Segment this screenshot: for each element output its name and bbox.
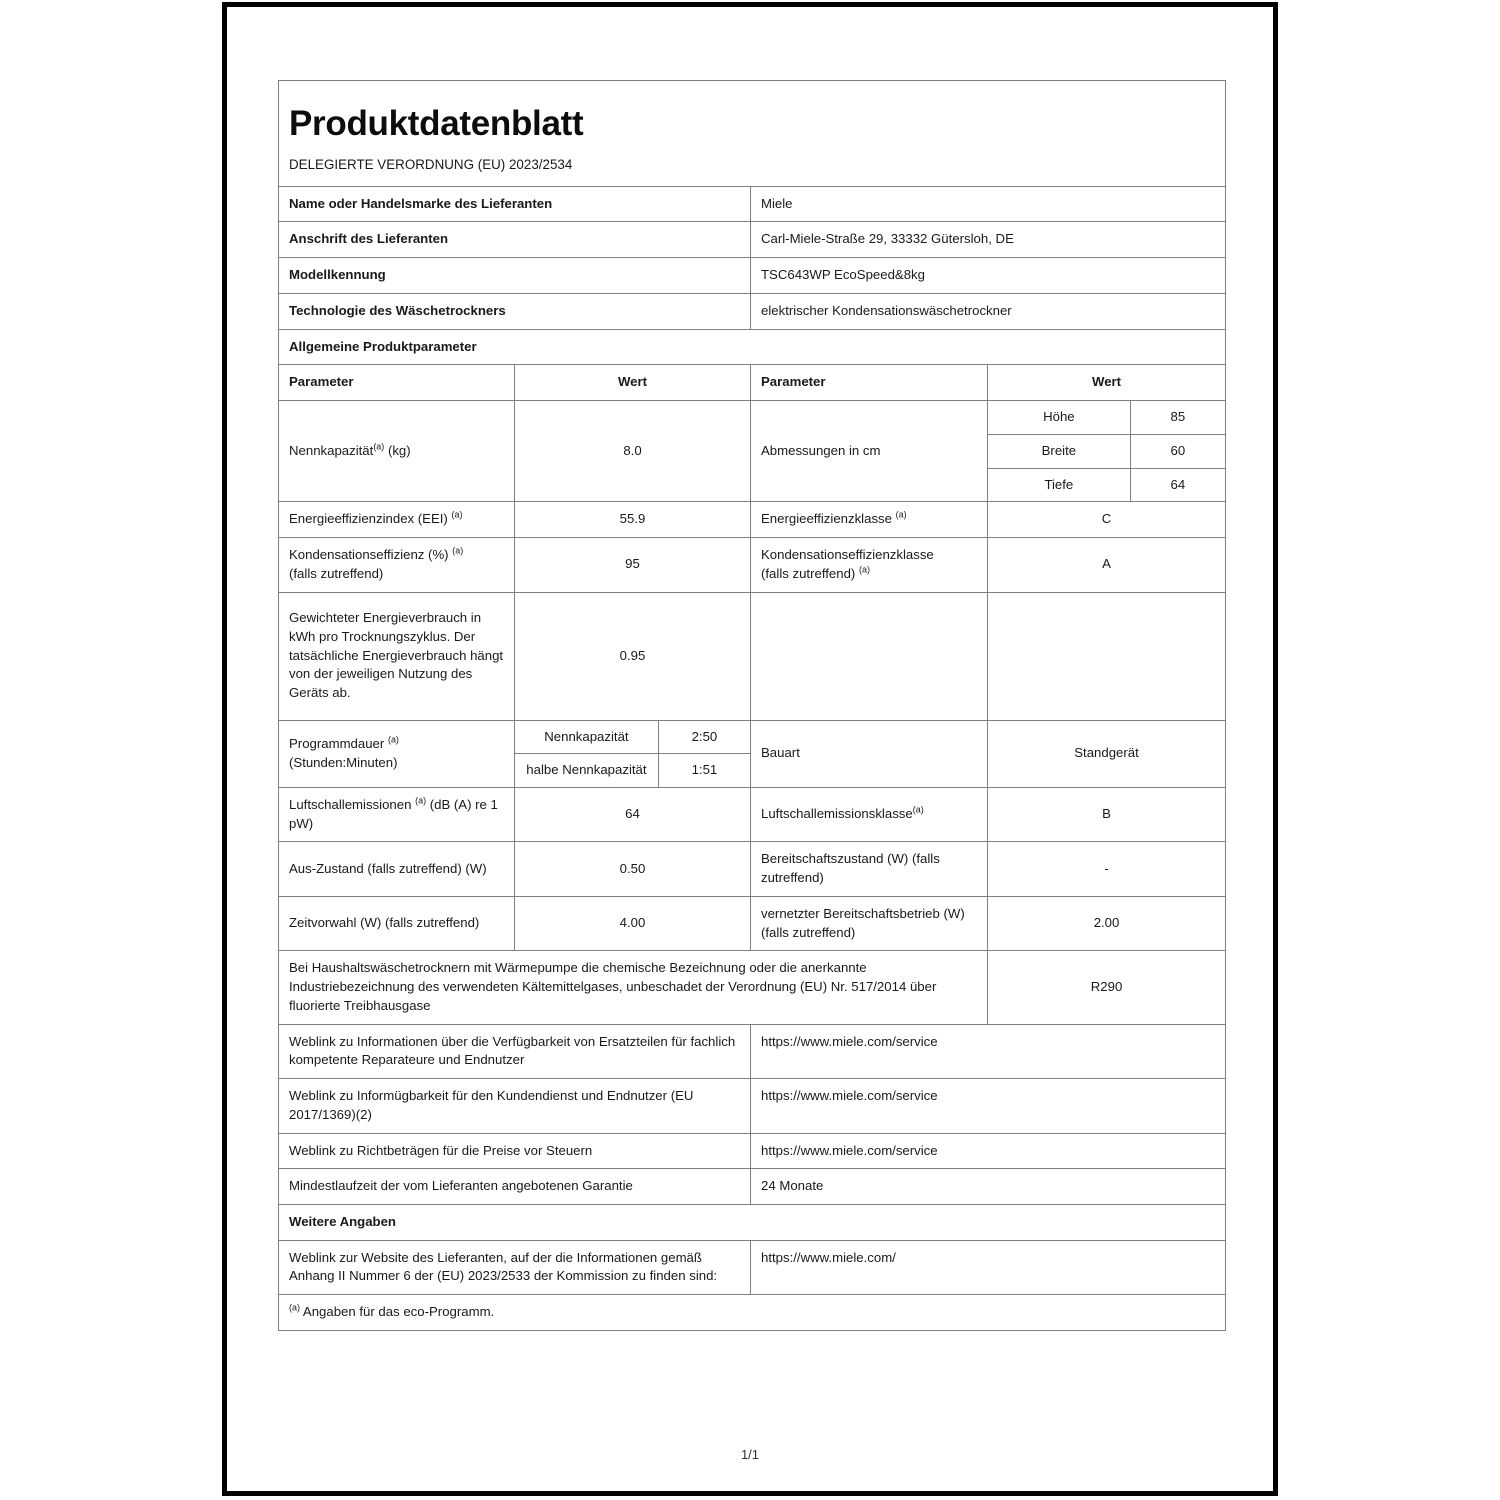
model-row [279, 258, 1226, 294]
refrigerant-row [279, 951, 1226, 1024]
technology-value: elektrischer Kondensationswäschetrockner [751, 293, 1226, 329]
offmode-standby-row [279, 842, 1226, 896]
energy-consumption-empty-value [988, 592, 1226, 720]
energy-consumption-label: Gewichteter Energieverbrauch in kWh pro Trocknungszyklus. Der tatsächliche Energieverbrauch hängt von der jeweiligen Nutzung des Geräts ab. [279, 592, 515, 720]
capacity-dimensions-row [279, 401, 1226, 502]
dimensions-values-cell [988, 401, 1226, 502]
supplier-address-label: Anschrift des Lieferanten [279, 222, 751, 258]
standby-value: - [988, 842, 1226, 896]
eei-label-text: Energieeffizienzindex (EEI) [289, 511, 448, 527]
program-duration-full-name: Nennkapazität [515, 721, 658, 754]
footnote-marker-icon: (a) [451, 509, 463, 520]
noise-label-line1: Luftschallemissionen [289, 797, 412, 812]
delay-start-value: 4.00 [515, 896, 751, 950]
energy-consumption-empty-label [751, 592, 988, 720]
spare-parts-value[interactable]: https://www.miele.com/service [751, 1024, 1226, 1078]
supplier-address-row [279, 222, 1226, 258]
condensation-class-value: A [988, 538, 1226, 592]
program-duration-half-name: halbe Nennkapazität [515, 754, 658, 787]
off-mode-value: 0.50 [515, 842, 751, 896]
footnote-text: Angaben für das eco-Programm. [299, 1304, 495, 1320]
dimension-value-tiefe: 64 [1170, 476, 1186, 492]
dimension-name-tiefe: Tiefe [988, 468, 1130, 501]
delay-start-label: Zeitvorwahl (W) (falls zutreffend) [279, 896, 515, 950]
supplier-name-row [279, 186, 1226, 222]
footnote-marker-icon: (a) [387, 734, 399, 745]
dimension-value-breite: 60 [1130, 434, 1225, 468]
noise-label-line2: (dB (A) re 1 pW) [289, 797, 498, 831]
capacity-value: 8.0 [515, 401, 751, 502]
supplier-website-label: Weblink zur Website des Lieferanten, auf der die Informationen gemäß Anhang II Nummer 6 der (EU) 2023/2533 der Kommission zu finden sind: [279, 1240, 751, 1294]
energy-class-label [751, 502, 988, 538]
header-parameter-2: Parameter [751, 365, 988, 401]
page-footer: 1/1 [740, 1447, 760, 1462]
spare-parts-row [279, 1024, 1226, 1078]
title-row [279, 81, 1226, 153]
further-info-heading-row [279, 1205, 1226, 1241]
eei-value: 55.9 [515, 502, 751, 538]
program-duration-half-value: 1:51 [691, 762, 718, 778]
header-wert-2: Wert [988, 365, 1226, 401]
standby-label: Bereitschaftszustand (W) (falls zutreffend) [751, 842, 988, 896]
off-mode-label: Aus-Zustand (falls zutreffend) (W) [279, 842, 515, 896]
dimension-name-breite: Breite [988, 434, 1130, 468]
condensation-class-label-line1: Kondensationseffizienzklasse [761, 547, 934, 563]
dimension-name-hoehe: Höhe [988, 401, 1130, 434]
customer-service-label: Weblink zu Informügbarkeit für den Kundendienst und Endnutzer (EU 2017/1369)(2) [279, 1079, 751, 1133]
technology-label: Technologie des Wäschetrockners [279, 293, 751, 329]
page-sheet [222, 2, 1278, 1496]
networked-standby-label: vernetzter Bereitschaftsbetrieb (W) (falls zutreffend) [751, 896, 988, 950]
supplier-name-label: Name oder Handelsmarke des Lieferanten [279, 186, 751, 222]
networked-standby-value: 2.00 [988, 896, 1226, 950]
condensation-row [279, 538, 1226, 592]
footnote-marker-icon: (a) [895, 509, 907, 520]
condensation-value: 95 [515, 538, 751, 592]
warranty-value: 24 Monate [751, 1169, 1226, 1205]
condensation-label [279, 538, 515, 592]
capacity-label [279, 401, 515, 502]
energy-consumption-row [279, 592, 1226, 720]
energy-class-value: C [988, 502, 1226, 538]
noise-class-label [751, 788, 988, 842]
footnote-cell [279, 1295, 1226, 1331]
warranty-label: Mindestlaufzeit der vom Lieferanten angebotenen Garantie [279, 1169, 751, 1205]
construction-label: Bauart [751, 720, 988, 787]
model-label: Modellkennung [279, 258, 751, 294]
program-duration-subtable [515, 721, 750, 787]
dimensions-subtable [988, 401, 1225, 501]
condensation-class-label [751, 538, 988, 592]
supplier-name-value: Miele [751, 186, 1226, 222]
datasheet-table [278, 80, 1226, 1331]
supplier-website-row [279, 1240, 1226, 1294]
noise-value: 64 [515, 788, 751, 842]
regulation-cell: DELEGIERTE VERORDNUNG (EU) 2023/2534 [279, 153, 1226, 187]
customer-service-row [279, 1079, 1226, 1133]
title-cell [279, 81, 1226, 153]
noise-row [279, 788, 1226, 842]
customer-service-value[interactable]: https://www.miele.com/service [751, 1079, 1226, 1133]
price-guide-label: Weblink zu Richtbeträgen für die Preise vor Steuern [279, 1133, 751, 1169]
footnote-marker-icon: (a) [415, 795, 427, 806]
capacity-label-unit: (kg) [384, 442, 411, 458]
footnote-marker-icon: (a) [373, 441, 385, 452]
dimension-row-tiefe [988, 468, 1225, 501]
spare-parts-label: Weblink zu Informationen über die Verfügbarkeit von Ersatzteilen für fachlich kompetente Reparateure und Endnutzer [279, 1024, 751, 1078]
dimension-value-hoehe: 85 [1130, 401, 1225, 434]
footnote-marker-icon: (a) [858, 564, 870, 575]
program-duration-values-cell [515, 720, 751, 787]
regulation-row [279, 153, 1226, 187]
eei-energyclass-row [279, 502, 1226, 538]
noise-class-value: B [988, 788, 1226, 842]
refrigerant-value: R290 [988, 951, 1226, 1024]
noise-label [279, 788, 515, 842]
energy-class-label-text: Energieeffizienzklasse [761, 511, 892, 527]
program-duration-label [279, 720, 515, 787]
dimensions-label: Abmessungen in cm [751, 401, 988, 502]
program-duration-half [515, 754, 750, 787]
price-guide-value[interactable]: https://www.miele.com/service [751, 1133, 1226, 1169]
delaystart-networked-row [279, 896, 1226, 950]
capacity-label-text: Nennkapazität [289, 442, 374, 458]
supplier-address-value: Carl-Miele-Straße 29, 33332 Gütersloh, DE [751, 222, 1226, 258]
refrigerant-label: Bei Haushaltswäschetrocknern mit Wärmepumpe die chemische Bezeichnung oder die anerkannte Industriebezeichnung des verwendeten Kältemittelgases, unbeschadet der Verordnung (EU) Nr. 517/2014 über fluorierte Treibhausgase [279, 951, 988, 1024]
product-datasheet-table [278, 80, 1225, 1331]
footnote-marker-icon: (a) [452, 545, 464, 556]
page-title: Produktdatenblatt [289, 104, 584, 143]
noise-class-label-text: Luftschallemissionsklasse [761, 806, 913, 822]
column-header-row [279, 365, 1226, 401]
header-parameter-1: Parameter [279, 365, 515, 401]
footnote-marker-icon: (a) [912, 804, 924, 815]
price-guide-row [279, 1133, 1226, 1169]
program-duration-full-value: 2:50 [658, 721, 750, 754]
energy-consumption-value: 0.95 [515, 592, 751, 720]
model-value: TSC643WP EcoSpeed&8kg [751, 258, 1226, 294]
dimension-row-breite [988, 434, 1225, 468]
general-section-heading: Allgemeine Produktparameter [279, 329, 1226, 365]
further-info-heading: Weitere Angaben [279, 1205, 1226, 1241]
program-duration-row [279, 720, 1226, 787]
condensation-label-line2: (falls zutreffend) [289, 565, 384, 581]
eei-label [279, 502, 515, 538]
header-wert-1: Wert [515, 365, 751, 401]
warranty-row [279, 1169, 1226, 1205]
condensation-class-label-line2: (falls zutreffend) [761, 565, 856, 581]
program-duration-label-line2: (Stunden:Minuten) [289, 754, 398, 770]
program-duration-label-line1: Programmdauer [289, 736, 385, 752]
dimension-row-hoehe [988, 401, 1225, 434]
general-section-heading-row [279, 329, 1226, 365]
construction-value: Standgerät [988, 720, 1226, 787]
condensation-label-line1: Kondensationseffizienz (%) [289, 547, 449, 563]
footnote-marker-icon: (a) [289, 1302, 300, 1313]
footnote-row [279, 1295, 1226, 1331]
program-duration-full [515, 721, 750, 754]
supplier-website-value[interactable]: https://www.miele.com/ [751, 1240, 1226, 1294]
technology-row [279, 293, 1226, 329]
